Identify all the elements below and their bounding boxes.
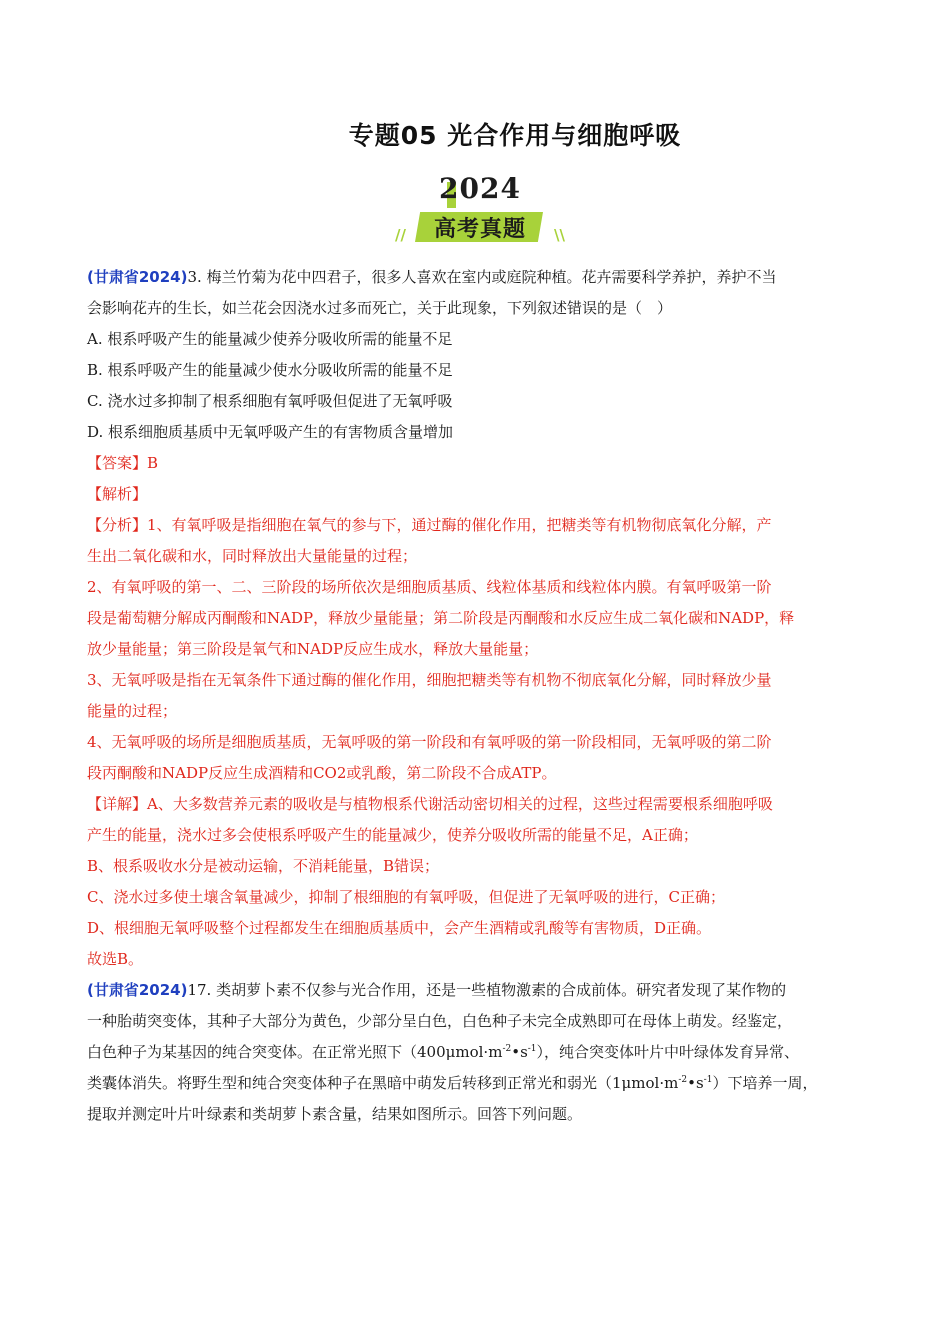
superscript: -2	[502, 1044, 512, 1054]
question-source: (甘肃省2024)	[87, 268, 188, 286]
text-segment: ）下培养一周，	[712, 1074, 818, 1092]
answer-line: 【答案】B	[87, 454, 159, 472]
analysis-line: 【分析】1、有氧呼吸是指细胞在氧气的参与下，通过酶的催化作用，把糖类等有机物彻底氧化分解，产	[87, 516, 772, 534]
superscript: -1	[527, 1044, 537, 1054]
question-17-line-3	[87, 1037, 877, 1068]
option-a: A. 根系呼吸产生的能量减少使养分吸收所需的能量不足	[87, 330, 453, 348]
analysis-line: 4、无氧呼吸的场所是细胞质基质，无氧呼吸的第一阶段和有氧呼吸的第一阶段相同，无氧呼吸的第二阶	[87, 733, 772, 751]
detail-line: B、根系吸收水分是被动运输，不消耗能量，B错误；	[87, 857, 440, 875]
page-title: 专题05 光合作用与细胞呼吸	[348, 121, 682, 150]
question-text: 3. 梅兰竹菊为花中四君子，很多人喜欢在室内或庭院种植。花卉需要科学养护，养护不当	[187, 268, 777, 286]
option-d: D. 根系细胞质基质中无氧呼吸产生的有害物质含量增加	[87, 423, 454, 441]
backslash-decoration-icon: \\	[554, 226, 565, 244]
text-segment: 白色种子为某基因的纯合突变体。在正常光照下（400μmol·m	[87, 1043, 503, 1061]
analysis-line: 3、无氧呼吸是指在无氧条件下通过酶的催化作用，细胞把糖类等有机物不彻底氧化分解，同时释放少量	[87, 671, 772, 689]
option-c: C. 浇水过多抑制了根系细胞有氧呼吸但促进了无氧呼吸	[87, 392, 453, 410]
text-segment: ），纯合突变体叶片中叶绿体发育异常、	[536, 1043, 800, 1061]
text-segment: 类囊体消失。将野生型和纯合突变体种子在黑暗中萌发后转移到正常光和弱光（1μmol·m	[87, 1074, 679, 1092]
detail-line: 【详解】A、大多数营养元素的吸收是与植物根系代谢活动密切相关的过程，这些过程需要根系细胞呼吸	[87, 795, 773, 813]
question-17-line-2: 一种胎萌突变体，其种子大部分为黄色，少部分呈白色，白色种子未完全成熟即可在母体上萌发。经鉴定，	[87, 1012, 793, 1030]
analysis-line: 段是葡萄糖分解成丙酮酸和NADP，释放少量能量；第二阶段是丙酮酸和水反应生成二氧化碳和NADP，释	[87, 609, 795, 627]
detail-line: 产生的能量，浇水过多会使根系呼吸产生的能量减少，使养分吸收所需的能量不足，A正确；	[87, 826, 698, 844]
option-b: B. 根系呼吸产生的能量减少使水分吸收所需的能量不足	[87, 361, 453, 379]
analysis-line: 能量的过程；	[87, 702, 178, 720]
detail-line: C、浇水过多使土壤含氧量减少，抑制了根细胞的有氧呼吸，但促进了无氧呼吸的进行，C正确；	[87, 888, 725, 906]
badge-label: 高考真题	[433, 217, 526, 242]
exam-badge	[395, 172, 565, 248]
analysis-heading: 【解析】	[87, 485, 148, 503]
question-17-line-5: 提取并测定叶片叶绿素和类胡萝卜素含量，结果如图所示。回答下列问题。	[87, 1105, 583, 1123]
question-3-stem-line-2: 会影响花卉的生长，如兰花会因浇水过多而死亡，关于此现象，下列叙述错误的是（ ）	[87, 299, 673, 317]
badge-year: 2024	[439, 172, 521, 205]
analysis-line: 段丙酮酸和NADP反应生成酒精和CO2或乳酸，第二阶段不合成ATP。	[87, 764, 557, 782]
analysis-line: 放少量能量；第三阶段是氧气和NADP反应生成水，释放大量能量；	[87, 640, 539, 658]
superscript: -2	[678, 1075, 688, 1085]
text-segment: •s	[687, 1074, 704, 1092]
detail-line: D、根细胞无氧呼吸整个过程都发生在细胞质基质中，会产生酒精或乳酸等有害物质，D正确。	[87, 919, 712, 937]
analysis-line: 2、有氧呼吸的第一、二、三阶段的场所依次是细胞质基质、线粒体基质和线粒体内膜。有氧呼吸第一阶	[87, 578, 772, 596]
question-text: 17. 类胡萝卜素不仅参与光合作用，还是一些植物激素的合成前体。研究者发现了某作物的	[187, 981, 787, 999]
question-17-line-4	[87, 1068, 877, 1099]
question-17-line-1	[87, 975, 877, 1006]
question-3-stem-line-1	[87, 262, 877, 293]
slash-decoration-icon: //	[395, 226, 406, 244]
conclusion-line: 故选B。	[87, 950, 144, 968]
document-body	[87, 262, 877, 1130]
question-source: (甘肃省2024)	[87, 981, 188, 999]
analysis-line: 生出二氧化碳和水，同时释放出大量能量的过程；	[87, 547, 418, 565]
superscript: -1	[703, 1075, 713, 1085]
text-segment: •s	[511, 1043, 528, 1061]
